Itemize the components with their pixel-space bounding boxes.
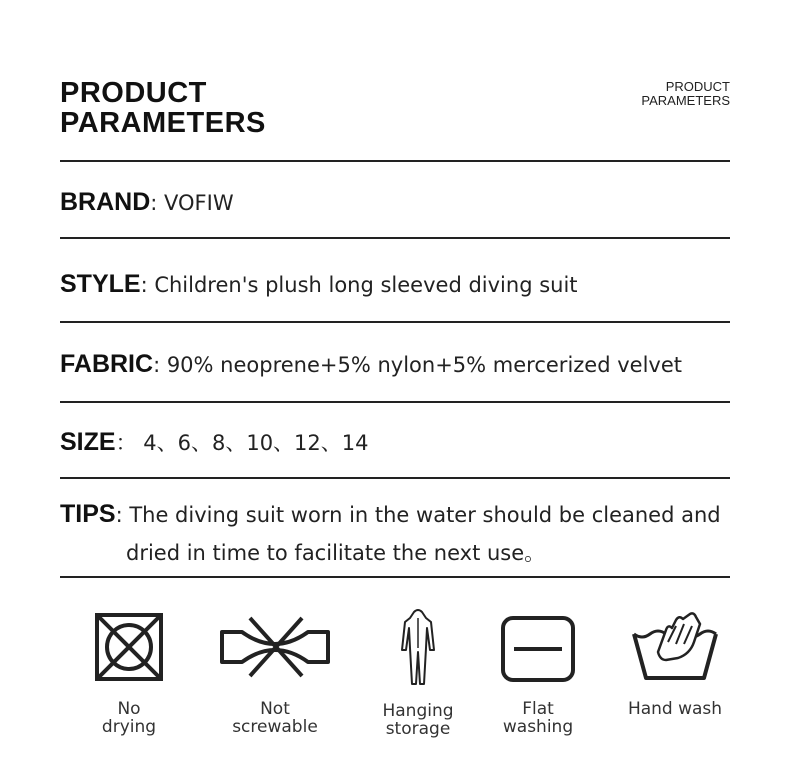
flat-washing-icon: [500, 612, 576, 682]
corner-line-1: PRODUCT: [665, 79, 730, 94]
style-row: [60, 270, 730, 299]
not-screwable-icon: [220, 612, 330, 682]
care-label-line-1: Flat: [522, 699, 554, 719]
title-line-1: PRODUCT: [60, 77, 207, 109]
care-label-line-1: No: [117, 699, 141, 719]
care-label: [210, 700, 340, 736]
brand-value: : VOFIW: [150, 191, 234, 215]
divider: [60, 237, 730, 239]
care-no-drying: [64, 612, 194, 736]
care-label-line-2: screwable: [232, 717, 318, 737]
tips-key: TIPS: [60, 500, 116, 528]
care-label-line-2: storage: [385, 719, 451, 739]
care-flat-washing: [473, 612, 603, 736]
care-label-line-2: drying: [101, 717, 157, 737]
care-hand-wash: [610, 612, 740, 718]
tips-value-line-1: : The diving suit worn in the water should be cleaned and: [115, 503, 721, 527]
fabric-key: FABRIC: [60, 350, 154, 378]
care-not-screwable: [210, 612, 340, 736]
hanging-storage-icon: [398, 608, 438, 688]
divider: [60, 160, 730, 162]
divider: [60, 477, 730, 479]
corner-label: [641, 80, 730, 108]
title-line-2: PARAMETERS: [60, 107, 266, 139]
tips-row: [60, 500, 730, 529]
brand-row: [60, 188, 730, 217]
care-label-line-1: Hanging: [382, 701, 454, 721]
corner-line-2: PARAMETERS: [641, 93, 730, 108]
care-label: [64, 700, 194, 736]
care-label: [353, 702, 483, 738]
care-label-line-1: Hand wash: [627, 699, 723, 719]
size-row: [60, 427, 730, 457]
care-hanging-storage: [353, 612, 483, 738]
style-key: STYLE: [60, 270, 141, 298]
size-value: ： 4、6、8、10、12、14: [115, 431, 369, 455]
care-label: [610, 700, 740, 718]
care-label: [473, 700, 603, 736]
divider: [60, 321, 730, 323]
page-title: [60, 78, 266, 138]
tips-value-line-2: dried in time to facilitate the next use。: [126, 541, 546, 565]
style-value: : Children's plush long sleeved diving suit: [140, 273, 578, 297]
fabric-value: : 90% neoprene+5% nylon+5% mercerized velvet: [153, 353, 682, 377]
size-key: SIZE: [60, 428, 116, 456]
divider: [60, 576, 730, 578]
no-drying-icon: [94, 612, 164, 682]
brand-key: BRAND: [60, 188, 151, 216]
hand-wash-icon: [632, 612, 718, 682]
care-label-line-1: Not: [260, 699, 290, 719]
divider: [60, 401, 730, 403]
care-label-line-2: washing: [502, 717, 574, 737]
fabric-row: [60, 350, 730, 379]
